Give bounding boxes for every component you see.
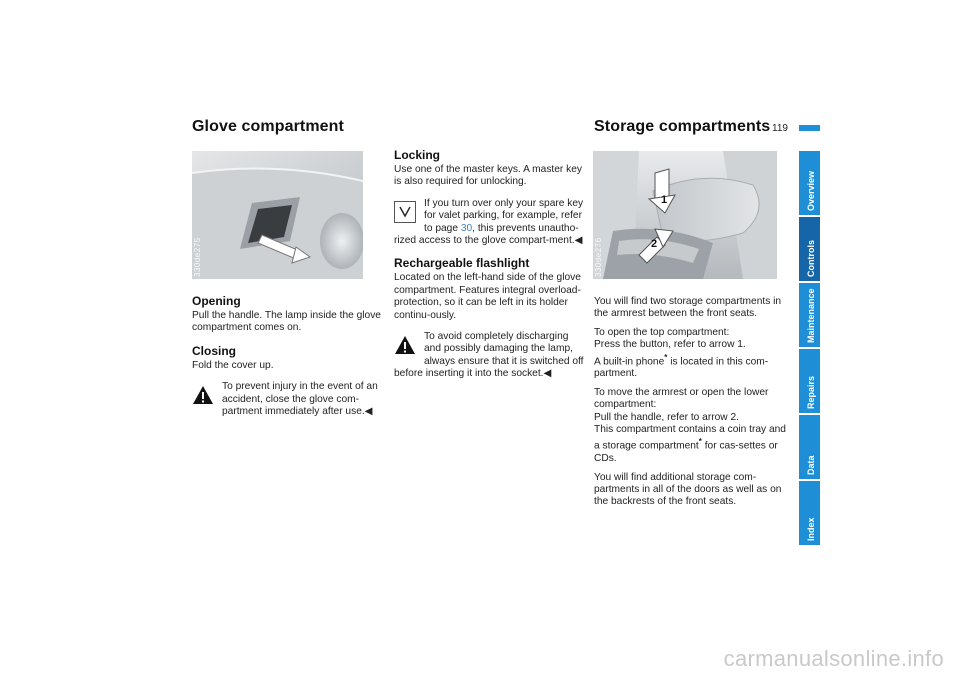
side-tab-controls[interactable] — [799, 217, 820, 281]
locking-heading: Locking — [394, 148, 441, 162]
photo-id-label: 330de275 — [193, 237, 202, 277]
armrest-illustration — [593, 151, 777, 279]
page-title-storage-compartments: Storage compartments — [594, 118, 771, 135]
lower-compartment-intro: To move the armrest or open the lower compartment: — [594, 386, 769, 411]
page-number: 119 — [772, 123, 788, 134]
closing-warning-text: To prevent injury in the event of an accident, close the glove com-partment immediately after use.◀ — [222, 381, 378, 418]
side-tab-label: Controls — [806, 240, 816, 277]
lower-compartment-step: Pull the handle, refer to arrow 2. — [594, 411, 739, 423]
flashlight-warning-text: To avoid completely discharging and possibly damaging the lamp, always ensure that it is switched off before inserting it into the socket.◀ — [394, 331, 584, 380]
side-tab-overview[interactable] — [799, 151, 820, 215]
locking-note — [394, 198, 584, 248]
page-title-glove-compartment: Glove compartment — [192, 118, 344, 135]
option-star: * — [664, 352, 668, 362]
flashlight-heading: Rechargeable flashlight — [394, 256, 530, 271]
additional-storage-note: You will find additional storage com-partments in all of the doors as well as on the backrests of the front seats. — [594, 471, 782, 508]
side-tab-maintenance[interactable] — [799, 283, 820, 347]
flashlight-text: Located on the left-hand side of the glove compartment. Features integral overload-protection, so it can be left in its holder continu-ously. — [394, 272, 581, 321]
coin-tray-note-after: for cas-settes or CDs. — [594, 440, 778, 465]
option-star: * — [698, 437, 702, 447]
arrow-2-label: 2 — [651, 238, 658, 250]
locking-text: Use one of the master keys. A master key is also required for unlocking. — [394, 164, 582, 188]
storage-compartment-photo — [593, 151, 777, 279]
side-tab-repairs[interactable] — [799, 349, 820, 413]
opening-heading: Opening — [192, 294, 241, 308]
middle-column — [394, 148, 584, 381]
coin-tray-note — [594, 424, 789, 466]
flashlight-warning — [394, 331, 584, 381]
glove-compartment-illustration — [192, 151, 363, 279]
closing-warning — [192, 381, 382, 418]
top-compartment-step: Press the button, refer to arrow 1. — [594, 339, 746, 351]
closing-text: Fold the cover up. — [192, 359, 274, 371]
phone-note-after: is located in this com-partment. — [594, 356, 769, 380]
side-tab-data[interactable] — [799, 415, 820, 479]
phone-note-before: A built-in phone — [594, 356, 665, 368]
page-30-link[interactable]: 30 — [460, 222, 473, 234]
warning-icon — [394, 334, 416, 356]
right-column — [594, 296, 789, 509]
watermark: carmanualsonline.info — [723, 646, 944, 671]
opening-text: Pull the handle. The lamp inside the glove compartment comes on. — [192, 310, 381, 334]
locking-note-before: If you turn over only your spare key for valet parking, for example, refer to page — [424, 197, 584, 234]
left-column — [192, 294, 382, 418]
side-tab-label: Maintenance — [806, 288, 816, 343]
top-compartment-intro: To open the top compartment: — [594, 326, 730, 338]
storage-intro: You will find two storage compartments in the armrest between the front seats. — [594, 296, 782, 320]
photo-id-label: 330de276 — [594, 237, 603, 277]
locking-note-after: , this prevents unautho-rized access to the glove compart-ment.◀ — [394, 222, 583, 247]
arrow-1-label: 1 — [661, 194, 668, 206]
side-tab-label: Data — [806, 455, 816, 475]
glove-compartment-photo — [192, 151, 363, 279]
phone-note — [594, 352, 789, 381]
side-tab-label: Repairs — [806, 375, 816, 409]
coin-tray-note-before: This compartment contains a coin tray and a storage compartment — [594, 424, 786, 452]
closing-heading: Closing — [192, 343, 236, 358]
side-tab-index[interactable] — [799, 481, 820, 545]
warning-icon — [192, 384, 214, 406]
note-icon — [394, 201, 416, 223]
header-accent-bar — [799, 125, 820, 131]
side-tab-label: Overview — [806, 170, 816, 211]
side-tab-label: Index — [806, 517, 816, 541]
